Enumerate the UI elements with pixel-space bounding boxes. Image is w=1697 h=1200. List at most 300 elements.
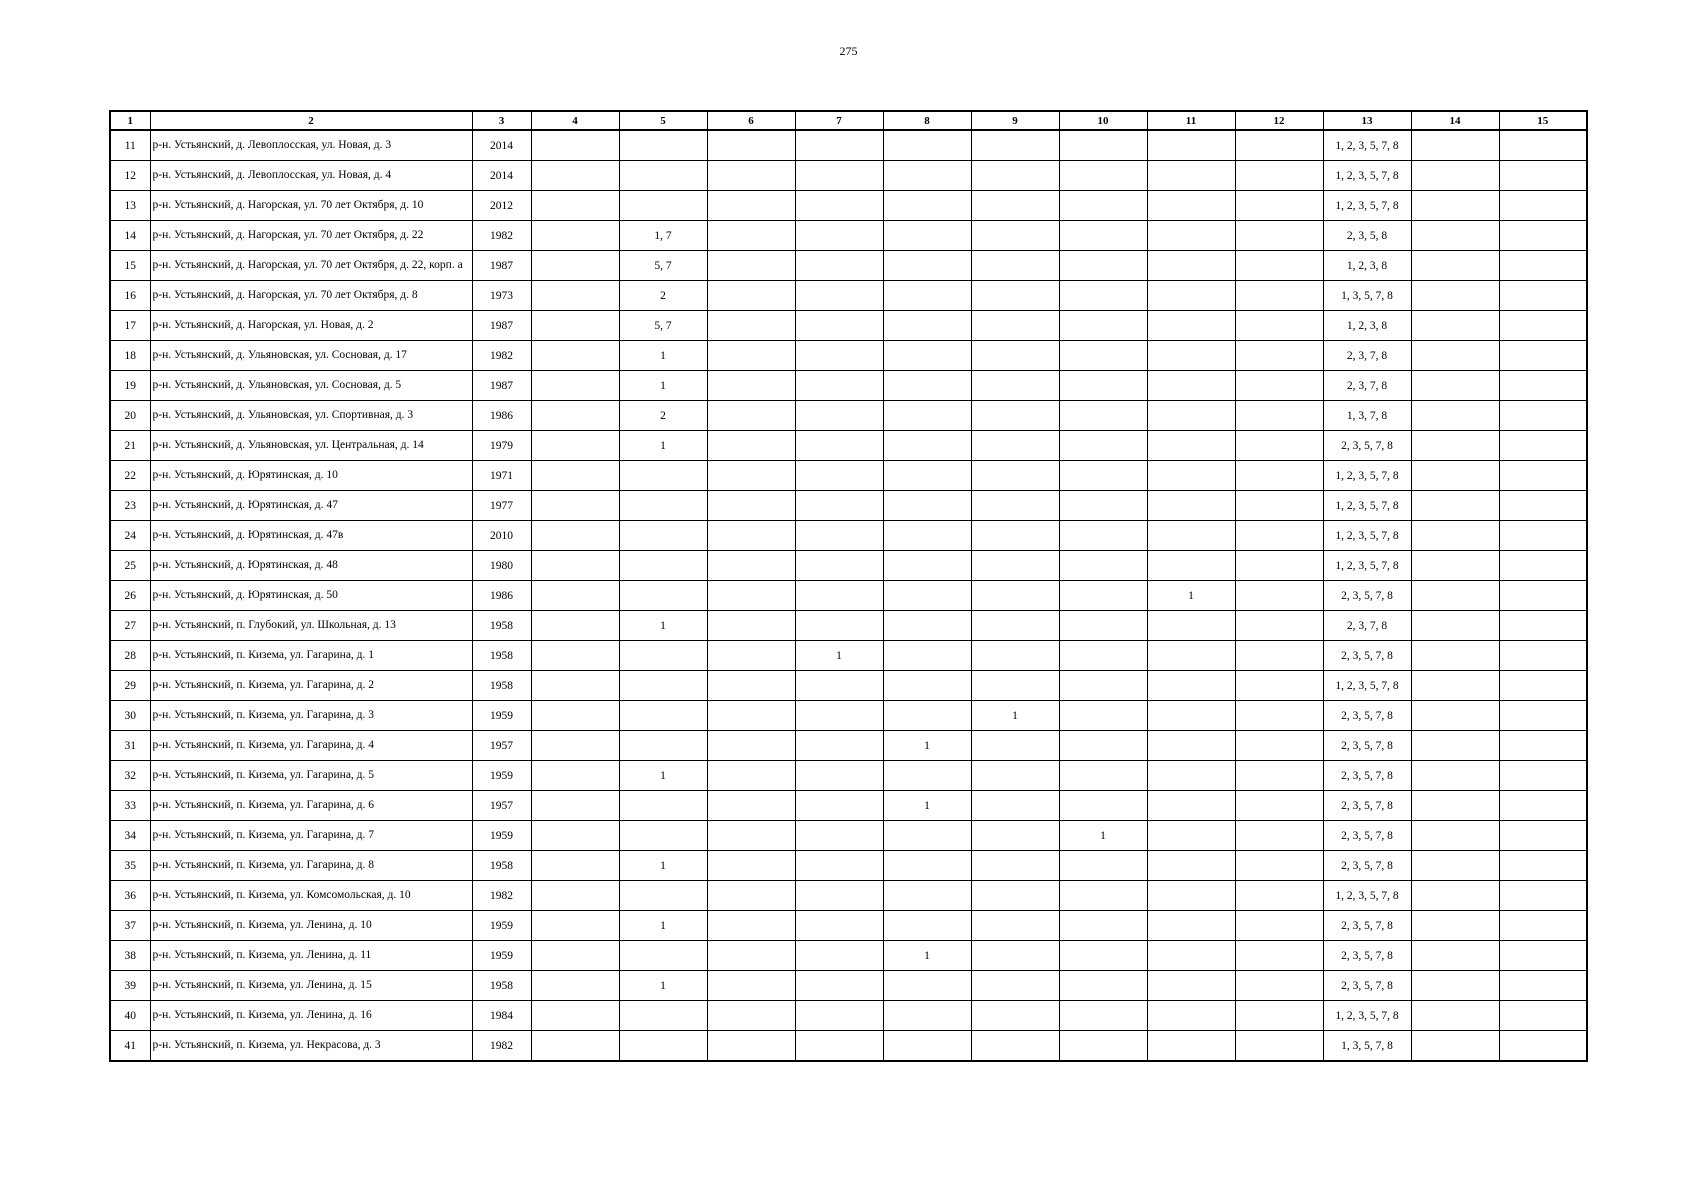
row-number-cell: 26 <box>110 581 150 611</box>
table-cell: 1, 3, 5, 7, 8 <box>1323 281 1411 311</box>
table-cell <box>1235 941 1323 971</box>
table-cell <box>531 611 619 641</box>
row-number-cell: 18 <box>110 341 150 371</box>
table-cell <box>1411 371 1499 401</box>
table-cell <box>1499 611 1587 641</box>
table-row <box>110 371 1587 401</box>
table-cell <box>1147 191 1235 221</box>
table-cell <box>531 551 619 581</box>
table-cell <box>707 611 795 641</box>
address-cell: р-н. Устьянский, п. Глубокий, ул. Школьная, д. 13 <box>150 611 472 641</box>
table-cell <box>883 461 971 491</box>
table-row <box>110 641 1587 671</box>
table-cell <box>1059 881 1147 911</box>
table-cell <box>707 791 795 821</box>
column-header-5: 5 <box>619 111 707 130</box>
table-cell: 1 <box>883 731 971 761</box>
table-row <box>110 941 1587 971</box>
table-cell: 1, 2, 3, 5, 7, 8 <box>1323 191 1411 221</box>
table-cell <box>1499 941 1587 971</box>
row-number-cell: 30 <box>110 701 150 731</box>
table-cell <box>883 881 971 911</box>
table-cell <box>1059 251 1147 281</box>
table-cell <box>883 701 971 731</box>
column-header-13: 13 <box>1323 111 1411 130</box>
table-cell <box>1059 671 1147 701</box>
address-cell: р-н. Устьянский, п. Кизема, ул. Гагарина, д. 4 <box>150 731 472 761</box>
table-cell <box>1059 311 1147 341</box>
table-cell <box>971 791 1059 821</box>
table-cell <box>1235 551 1323 581</box>
table-cell <box>531 851 619 881</box>
table-row <box>110 491 1587 521</box>
table-cell <box>883 1001 971 1031</box>
table-cell <box>795 130 883 161</box>
row-number-cell: 15 <box>110 251 150 281</box>
year-cell: 1977 <box>472 491 531 521</box>
table-row <box>110 130 1587 161</box>
table-cell <box>883 641 971 671</box>
table-cell <box>795 401 883 431</box>
table-cell <box>1235 971 1323 1001</box>
table-cell <box>795 161 883 191</box>
column-header-1: 1 <box>110 111 150 130</box>
row-number-cell: 24 <box>110 521 150 551</box>
address-cell: р-н. Устьянский, п. Кизема, ул. Гагарина, д. 1 <box>150 641 472 671</box>
table-cell <box>971 611 1059 641</box>
table-cell <box>1059 191 1147 221</box>
table-cell: 1 <box>795 641 883 671</box>
table-cell <box>1499 701 1587 731</box>
table-cell <box>707 161 795 191</box>
table-cell <box>1235 1031 1323 1062</box>
table-cell <box>1059 581 1147 611</box>
table-cell <box>1235 791 1323 821</box>
table-row <box>110 671 1587 701</box>
table-cell <box>1147 461 1235 491</box>
year-cell: 1987 <box>472 371 531 401</box>
column-header-8: 8 <box>883 111 971 130</box>
table-cell <box>1059 221 1147 251</box>
table-cell <box>707 641 795 671</box>
table-cell <box>1411 671 1499 701</box>
table-cell <box>1059 341 1147 371</box>
table-cell <box>1147 431 1235 461</box>
address-cell: р-н. Устьянский, п. Кизема, ул. Гагарина, д. 8 <box>150 851 472 881</box>
table-row <box>110 221 1587 251</box>
table-cell <box>1059 1031 1147 1062</box>
table-cell <box>707 1001 795 1031</box>
table-cell: 1 <box>619 341 707 371</box>
table-cell <box>619 191 707 221</box>
row-number-cell: 33 <box>110 791 150 821</box>
table-cell: 2, 3, 7, 8 <box>1323 341 1411 371</box>
row-number-cell: 22 <box>110 461 150 491</box>
table-cell <box>1147 911 1235 941</box>
table-cell <box>531 701 619 731</box>
row-number-cell: 35 <box>110 851 150 881</box>
address-cell: р-н. Устьянский, п. Кизема, ул. Гагарина, д. 3 <box>150 701 472 731</box>
row-number-cell: 17 <box>110 311 150 341</box>
row-number-cell: 41 <box>110 1031 150 1062</box>
table-cell: 1, 2, 3, 5, 7, 8 <box>1323 671 1411 701</box>
table-cell <box>619 161 707 191</box>
table-cell <box>531 341 619 371</box>
row-number-cell: 29 <box>110 671 150 701</box>
table-cell <box>531 911 619 941</box>
table-cell <box>1059 401 1147 431</box>
table-cell <box>1411 881 1499 911</box>
table-cell <box>531 761 619 791</box>
table-cell <box>1235 671 1323 701</box>
table-cell <box>1499 401 1587 431</box>
table-cell: 1 <box>619 761 707 791</box>
address-cell: р-н. Устьянский, п. Кизема, ул. Гагарина, д. 6 <box>150 791 472 821</box>
table-cell <box>1499 130 1587 161</box>
table-cell <box>1235 491 1323 521</box>
table-row <box>110 611 1587 641</box>
table-cell <box>1235 461 1323 491</box>
table-row <box>110 731 1587 761</box>
table-cell <box>531 791 619 821</box>
table-cell: 1, 2, 3, 5, 7, 8 <box>1323 491 1411 521</box>
table-cell <box>619 941 707 971</box>
table-cell <box>1499 431 1587 461</box>
table-cell <box>1499 461 1587 491</box>
table-cell <box>1147 821 1235 851</box>
table-cell <box>531 281 619 311</box>
table-cell <box>1411 191 1499 221</box>
table-cell <box>883 821 971 851</box>
table-cell <box>883 491 971 521</box>
table-cell <box>707 671 795 701</box>
table-body <box>110 130 1587 1061</box>
table-cell <box>1147 521 1235 551</box>
table-cell <box>531 251 619 281</box>
table-cell <box>1411 281 1499 311</box>
table-cell <box>619 821 707 851</box>
table-cell <box>883 221 971 251</box>
table-cell <box>1499 731 1587 761</box>
table-cell <box>1411 611 1499 641</box>
year-cell: 1958 <box>472 971 531 1001</box>
table-row <box>110 1031 1587 1062</box>
address-cell: р-н. Устьянский, п. Кизема, ул. Гагарина, д. 7 <box>150 821 472 851</box>
table-cell <box>795 1031 883 1062</box>
table-cell <box>1235 191 1323 221</box>
table-cell <box>883 761 971 791</box>
table-cell <box>707 130 795 161</box>
table-cell: 1 <box>883 791 971 821</box>
table-cell <box>795 671 883 701</box>
row-number-cell: 25 <box>110 551 150 581</box>
address-cell: р-н. Устьянский, д. Юрятинская, д. 47в <box>150 521 472 551</box>
year-cell: 1971 <box>472 461 531 491</box>
table-cell <box>883 671 971 701</box>
table-cell <box>531 521 619 551</box>
row-number-cell: 23 <box>110 491 150 521</box>
table-cell <box>1059 941 1147 971</box>
table-cell <box>1411 341 1499 371</box>
table-cell <box>795 431 883 461</box>
column-header-2: 2 <box>150 111 472 130</box>
table-cell <box>1411 641 1499 671</box>
table-cell <box>1059 971 1147 1001</box>
table-cell: 1 <box>619 971 707 1001</box>
table-cell <box>619 881 707 911</box>
table-cell <box>1147 881 1235 911</box>
table-row <box>110 761 1587 791</box>
table-cell <box>883 1031 971 1062</box>
table-cell <box>795 611 883 641</box>
table-cell <box>795 1001 883 1031</box>
year-cell: 2010 <box>472 521 531 551</box>
table-cell <box>531 881 619 911</box>
table-cell: 1, 2, 3, 5, 7, 8 <box>1323 551 1411 581</box>
table-cell: 1, 3, 7, 8 <box>1323 401 1411 431</box>
table-cell <box>1411 431 1499 461</box>
table-cell <box>795 731 883 761</box>
table-cell <box>531 221 619 251</box>
table-cell <box>1235 341 1323 371</box>
table-cell <box>795 581 883 611</box>
table-cell <box>619 521 707 551</box>
table-cell <box>1411 251 1499 281</box>
table-cell <box>1411 761 1499 791</box>
table-cell <box>1411 521 1499 551</box>
table-cell <box>1059 731 1147 761</box>
table-cell <box>971 281 1059 311</box>
table-cell <box>531 821 619 851</box>
row-number-cell: 14 <box>110 221 150 251</box>
table-cell <box>1059 791 1147 821</box>
table-cell <box>707 881 795 911</box>
year-cell: 2014 <box>472 130 531 161</box>
table-cell <box>1147 551 1235 581</box>
table-cell <box>1059 521 1147 551</box>
table-cell <box>971 911 1059 941</box>
table-cell <box>1235 1001 1323 1031</box>
table-cell <box>1147 671 1235 701</box>
table-cell <box>707 281 795 311</box>
table-cell <box>619 461 707 491</box>
column-header-10: 10 <box>1059 111 1147 130</box>
table-cell <box>883 401 971 431</box>
table-cell <box>1235 851 1323 881</box>
table-cell <box>1059 911 1147 941</box>
table-cell <box>707 221 795 251</box>
table-row <box>110 971 1587 1001</box>
table-cell <box>707 851 795 881</box>
table-cell <box>1411 161 1499 191</box>
table-cell: 1 <box>619 851 707 881</box>
table-cell <box>883 911 971 941</box>
address-cell: р-н. Устьянский, п. Кизема, ул. Ленина, д. 10 <box>150 911 472 941</box>
table-cell <box>1235 431 1323 461</box>
table-cell <box>795 191 883 221</box>
address-cell: р-н. Устьянский, п. Кизема, ул. Гагарина, д. 5 <box>150 761 472 791</box>
table-cell <box>971 641 1059 671</box>
table-cell <box>1235 521 1323 551</box>
table-cell <box>971 1001 1059 1031</box>
row-number-cell: 27 <box>110 611 150 641</box>
table-row <box>110 311 1587 341</box>
table-cell <box>1499 341 1587 371</box>
table-cell <box>883 521 971 551</box>
table-row <box>110 431 1587 461</box>
table-cell <box>883 191 971 221</box>
year-cell: 1958 <box>472 851 531 881</box>
table-cell <box>1235 161 1323 191</box>
table-cell <box>1059 431 1147 461</box>
table-cell <box>1499 371 1587 401</box>
table-cell <box>1411 551 1499 581</box>
table-cell <box>1499 191 1587 221</box>
table-cell: 1 <box>1059 821 1147 851</box>
table-cell <box>795 851 883 881</box>
table-cell <box>531 191 619 221</box>
table-cell: 1 <box>1147 581 1235 611</box>
address-cell: р-н. Устьянский, п. Кизема, ул. Гагарина, д. 2 <box>150 671 472 701</box>
year-cell: 1979 <box>472 431 531 461</box>
table-cell <box>1499 761 1587 791</box>
table-cell <box>795 281 883 311</box>
table-cell: 1, 2, 3, 5, 7, 8 <box>1323 161 1411 191</box>
table-cell <box>1411 821 1499 851</box>
table-cell: 2, 3, 5, 7, 8 <box>1323 821 1411 851</box>
table-cell <box>795 461 883 491</box>
table-row <box>110 821 1587 851</box>
table-cell <box>1059 281 1147 311</box>
table-cell <box>1059 371 1147 401</box>
table-cell <box>707 701 795 731</box>
table-cell <box>1147 491 1235 521</box>
table-cell <box>1411 491 1499 521</box>
table-cell <box>1499 491 1587 521</box>
row-number-cell: 11 <box>110 130 150 161</box>
table-cell <box>971 731 1059 761</box>
table-cell <box>531 311 619 341</box>
address-cell: р-н. Устьянский, д. Нагорская, ул. 70 лет Октября, д. 22 <box>150 221 472 251</box>
table-cell <box>707 371 795 401</box>
year-cell: 1959 <box>472 821 531 851</box>
table-row <box>110 881 1587 911</box>
table-cell <box>1411 701 1499 731</box>
table-cell <box>1235 821 1323 851</box>
table-cell <box>1147 701 1235 731</box>
address-cell: р-н. Устьянский, д. Нагорская, ул. Новая, д. 2 <box>150 311 472 341</box>
table-cell <box>531 130 619 161</box>
table-cell <box>1235 881 1323 911</box>
table-cell: 1, 3, 5, 7, 8 <box>1323 1031 1411 1062</box>
table-cell <box>531 641 619 671</box>
table-cell <box>1147 1031 1235 1062</box>
table-cell <box>883 341 971 371</box>
address-cell: р-н. Устьянский, д. Левоплосская, ул. Новая, д. 3 <box>150 130 472 161</box>
table-row <box>110 701 1587 731</box>
table-cell <box>1235 611 1323 641</box>
table-row <box>110 911 1587 941</box>
table-cell <box>1499 791 1587 821</box>
year-cell: 2014 <box>472 161 531 191</box>
table-cell: 2, 3, 7, 8 <box>1323 371 1411 401</box>
table-cell <box>1147 341 1235 371</box>
table-cell: 2, 3, 5, 8 <box>1323 221 1411 251</box>
column-header-12: 12 <box>1235 111 1323 130</box>
table-cell <box>795 221 883 251</box>
table-cell <box>707 461 795 491</box>
table-cell <box>1147 281 1235 311</box>
table-cell: 2, 3, 7, 8 <box>1323 611 1411 641</box>
column-header-11: 11 <box>1147 111 1235 130</box>
table-cell <box>971 971 1059 1001</box>
table-cell <box>1059 1001 1147 1031</box>
year-cell: 1959 <box>472 761 531 791</box>
table-cell <box>795 941 883 971</box>
table-cell <box>1147 761 1235 791</box>
table-cell <box>707 251 795 281</box>
table-cell <box>1059 130 1147 161</box>
table-cell <box>883 971 971 1001</box>
table-cell <box>531 941 619 971</box>
table-cell <box>971 821 1059 851</box>
year-cell: 1982 <box>472 341 531 371</box>
table-cell: 1, 2, 3, 8 <box>1323 251 1411 281</box>
address-cell: р-н. Устьянский, д. Юрятинская, д. 47 <box>150 491 472 521</box>
table-cell <box>1147 971 1235 1001</box>
table-cell <box>971 941 1059 971</box>
table-cell <box>971 881 1059 911</box>
table-cell: 1, 7 <box>619 221 707 251</box>
table-cell: 2, 3, 5, 7, 8 <box>1323 431 1411 461</box>
row-number-cell: 28 <box>110 641 150 671</box>
table-cell <box>1411 461 1499 491</box>
page-number: 275 <box>839 44 858 58</box>
table-cell <box>707 521 795 551</box>
table-cell <box>1235 731 1323 761</box>
table-row <box>110 791 1587 821</box>
table-cell <box>795 341 883 371</box>
table-row <box>110 191 1587 221</box>
table-cell <box>707 821 795 851</box>
table-cell: 1, 2, 3, 5, 7, 8 <box>1323 461 1411 491</box>
table-cell <box>795 551 883 581</box>
table-cell <box>971 851 1059 881</box>
table-cell <box>619 671 707 701</box>
row-number-cell: 13 <box>110 191 150 221</box>
table-cell: 1, 2, 3, 5, 7, 8 <box>1323 1001 1411 1031</box>
table-cell: 1 <box>619 371 707 401</box>
table-row <box>110 521 1587 551</box>
address-cell: р-н. Устьянский, п. Кизема, ул. Ленина, д. 15 <box>150 971 472 1001</box>
table-cell <box>619 791 707 821</box>
table-cell <box>971 191 1059 221</box>
table-cell <box>1499 221 1587 251</box>
table-cell <box>1499 671 1587 701</box>
table-cell <box>971 251 1059 281</box>
table-cell <box>531 491 619 521</box>
table-cell <box>1499 1001 1587 1031</box>
table-cell: 2, 3, 5, 7, 8 <box>1323 941 1411 971</box>
year-cell: 1959 <box>472 941 531 971</box>
table-cell <box>1059 851 1147 881</box>
table-cell: 5, 7 <box>619 311 707 341</box>
row-number-cell: 34 <box>110 821 150 851</box>
table-cell <box>1147 641 1235 671</box>
table-cell <box>1499 161 1587 191</box>
address-cell: р-н. Устьянский, д. Левоплосская, ул. Новая, д. 4 <box>150 161 472 191</box>
address-cell: р-н. Устьянский, д. Нагорская, ул. 70 лет Октября, д. 22, корп. а <box>150 251 472 281</box>
